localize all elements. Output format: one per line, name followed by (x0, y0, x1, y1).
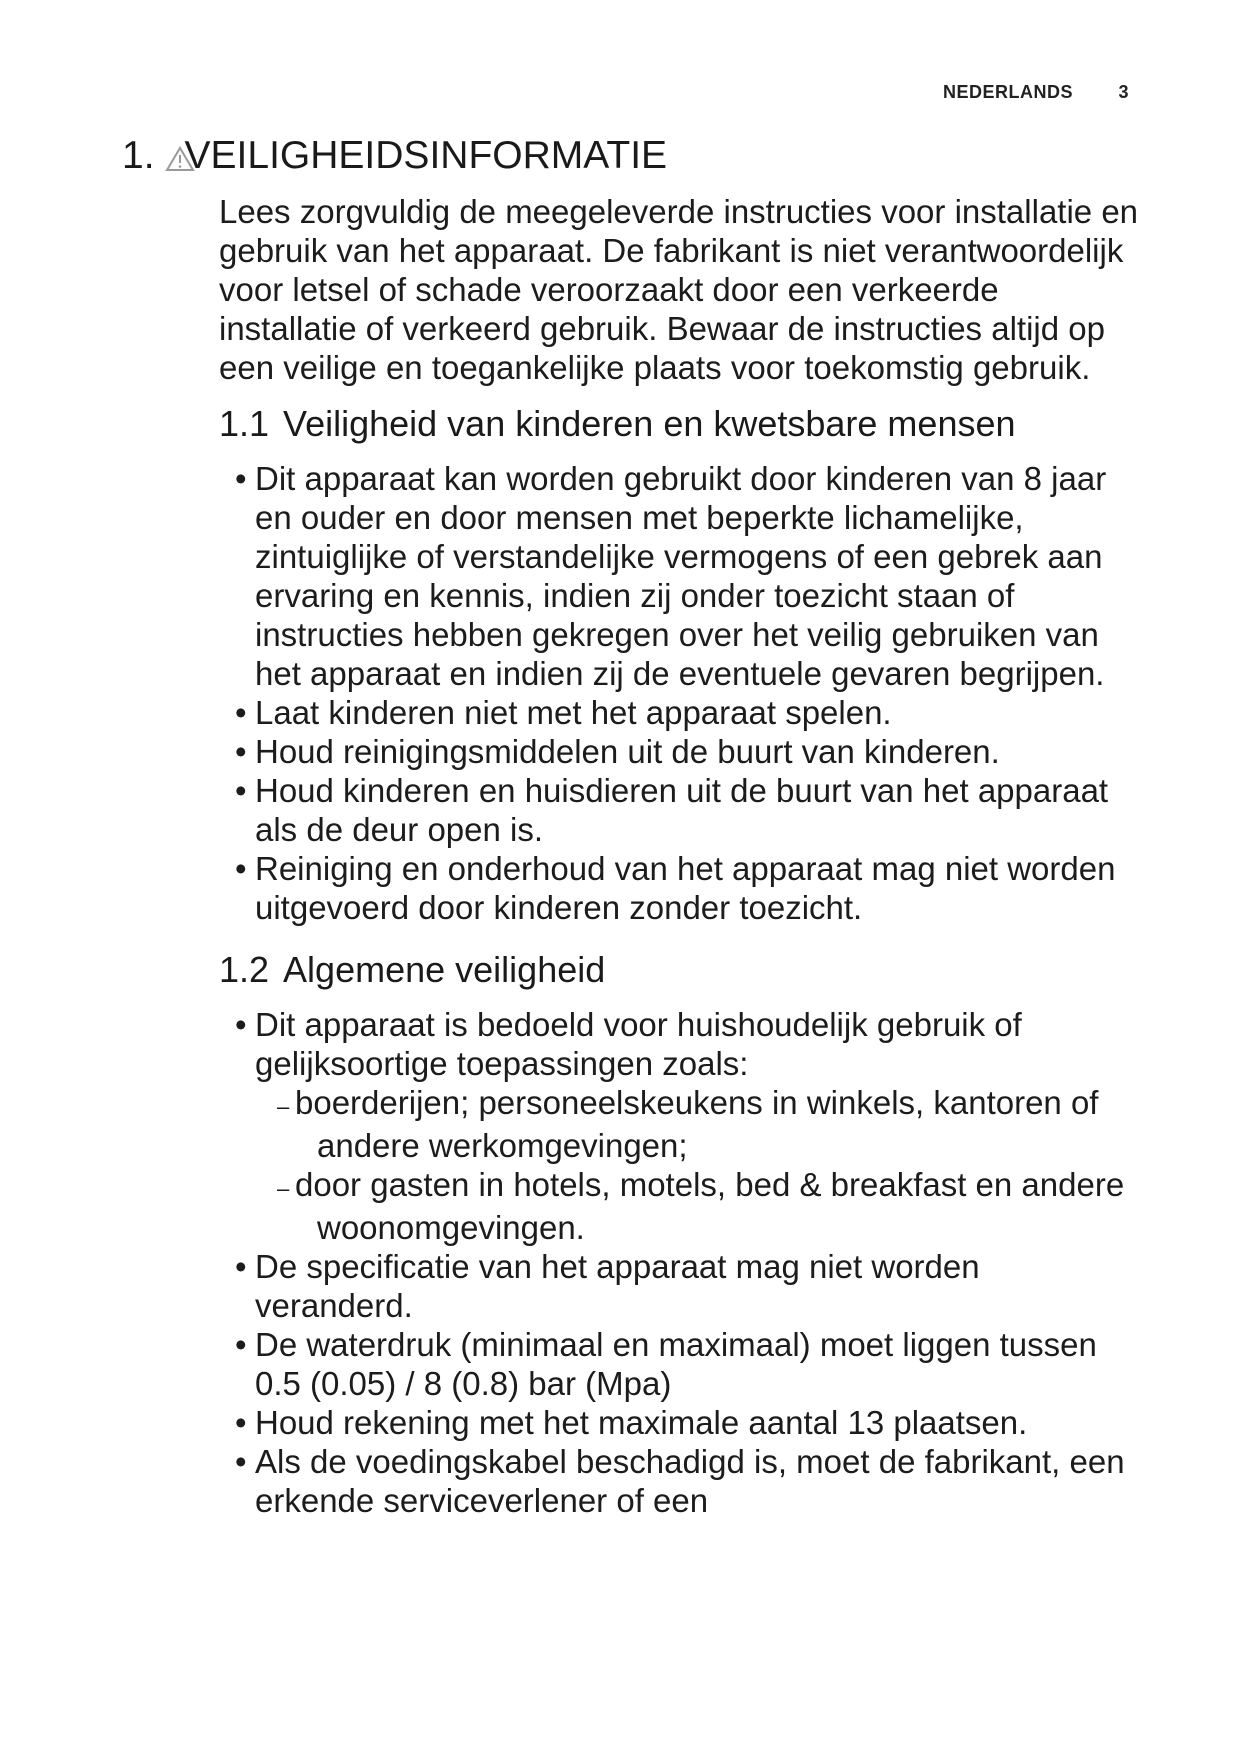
sub-list-item: – boerderijen; personeelskeukens in winkels, kantoren of andere werkomgevingen; (255, 1083, 1139, 1165)
page-number: 3 (1118, 82, 1129, 102)
list-item: • De specificatie van het apparaat mag niet worden veranderd. (219, 1247, 1139, 1325)
chapter-number: 1. (122, 134, 155, 177)
chapter-title-text: VEILIGHEIDSINFORMATIE (184, 134, 668, 177)
running-header (943, 82, 1129, 103)
list-item: • Laat kinderen niet met het apparaat spelen. (219, 693, 1139, 732)
list-item: • Houd rekening met het maximale aantal 13 plaatsen. (219, 1403, 1139, 1442)
list-item: • Als de voedingskabel beschadigd is, moet de fabrikant, een erkende serviceverlener of een (219, 1442, 1139, 1520)
section-number: 1.2 (219, 949, 270, 990)
chapter-title (122, 134, 667, 178)
list-item: • De waterdruk (minimaal en maximaal) moet liggen tussen 0.5 (0.05) / 8 (0.8) bar (Mpa) (219, 1325, 1139, 1403)
bullet-list-general-safety (219, 1005, 1139, 1520)
list-item (219, 1005, 1139, 1247)
bullet-list-children-safety (219, 459, 1139, 927)
list-item: • Dit apparaat kan worden gebruikt door kinderen van 8 jaar en ouder en door mensen met beperkte lichamelijke, zintuiglijke of verstandelijke vermogens of een gebrek aan ervaring en kennis, indien zij onder toezicht staan of instructies hebben gekregen over het veilig gebruiken van het apparaat en indien zij de eventuele gevaren begrijpen. (219, 459, 1139, 693)
main-content (219, 192, 1139, 1542)
list-item: • Reiniging en onderhoud van het apparaat mag niet worden uitgevoerd door kinderen zonder toezicht. (219, 849, 1139, 927)
section-title-1-2 (219, 949, 1139, 991)
list-item-text: Dit apparaat is bedoeld voor huishoudelijk gebruik of gelijksoortige toepassingen zoals: (255, 1006, 1022, 1082)
intro-paragraph: Lees zorgvuldig de meegeleverde instructies voor installatie en gebruik van het apparaat. De fabrikant is niet verantwoordelijk voor letsel of schade veroorzaakt door een verkeerde installatie of verkeerd gebruik. Bewaar de instructies altijd op een veilige en toegankelijke plaats voor toekomstig gebruik. (219, 193, 1139, 386)
section-title-text: Veiligheid van kinderen en kwetsbare mensen (283, 403, 1016, 444)
section-number: 1.1 (219, 403, 270, 444)
list-item: • Houd reinigingsmiddelen uit de buurt van kinderen. (219, 732, 1139, 771)
section-title-1-1 (219, 403, 1139, 445)
sub-list-item: – door gasten in hotels, motels, bed & breakfast en andere woonomgevingen. (255, 1165, 1139, 1247)
warning-triangle-icon (165, 138, 195, 182)
list-item: • Houd kinderen en huisdieren uit de buurt van het apparaat als de deur open is. (219, 771, 1139, 849)
sub-list (255, 1083, 1139, 1247)
section-title-text: Algemene veiligheid (283, 949, 606, 990)
language-label: NEDERLANDS (942, 82, 1073, 102)
